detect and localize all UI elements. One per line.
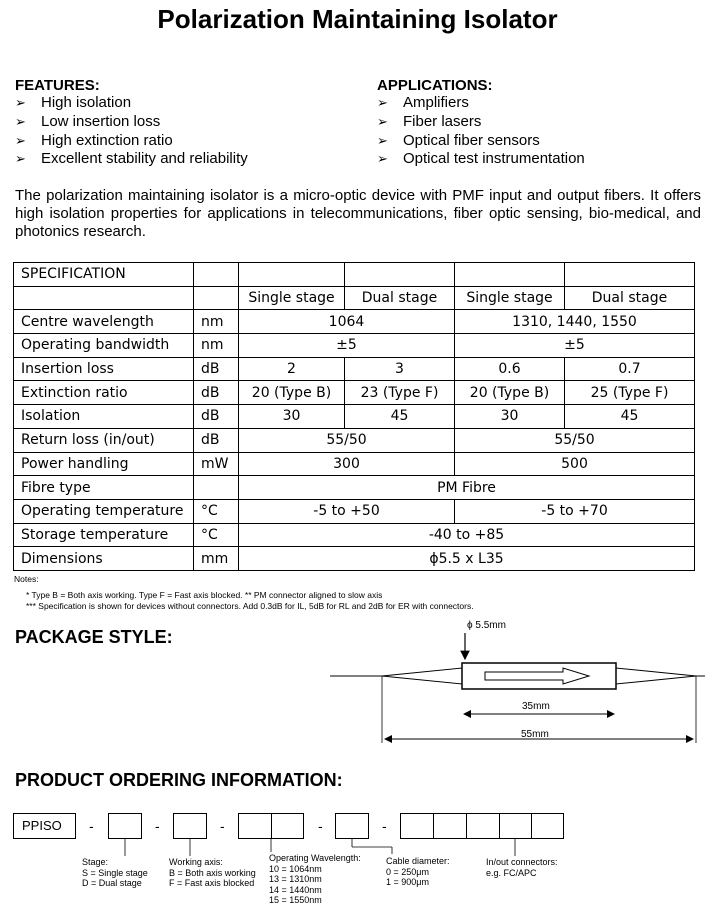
- ordering-heading: PRODUCT ORDERING INFORMATION:: [15, 770, 343, 790]
- table-row: [14, 428, 695, 452]
- value-cell: 45: [345, 405, 455, 429]
- param-cell: Return loss (in/out): [14, 428, 194, 452]
- spec-header-label: SPECIFICATION: [14, 263, 194, 287]
- connector-code-box[interactable]: [531, 813, 564, 839]
- table-row: [14, 357, 695, 381]
- param-cell: Operating bandwidth: [14, 334, 194, 358]
- intro-paragraph: The polarization maintaining isolator is a micro-optic device with PMF input and output fibers. It offers high isolation properties for applications in telecommunications, fiber optic sensing, bio-medical, and photonics research.: [15, 187, 701, 240]
- wavelength-code-box[interactable]: [238, 813, 272, 839]
- table-row: [14, 286, 695, 310]
- value-cell: PM Fibre: [239, 476, 695, 500]
- value-cell: 0.7: [565, 357, 695, 381]
- note-line: * Type B = Both axis working. Type F = Fast axis blocked. ** PM connector aligned to slow axis: [26, 590, 383, 600]
- part-prefix-box: PPISO: [13, 813, 76, 839]
- package-diagram: [325, 615, 710, 755]
- value-cell: -5 to +70: [455, 499, 695, 523]
- unit-cell: dB: [194, 381, 239, 405]
- left-boot: [382, 668, 462, 684]
- value-cell: 1064: [239, 310, 455, 334]
- stage-header: Single stage: [239, 286, 345, 310]
- separator: -: [382, 818, 387, 834]
- value-cell: 55/50: [455, 428, 695, 452]
- spec-table: [13, 262, 695, 571]
- wavelength-legend: Operating Wavelength: 10 = 1064nm 13 = 1310nm 14 = 1440nm 15 = 1550nm: [269, 853, 361, 905]
- bullet-arrow-icon: ➢: [15, 152, 26, 168]
- table-row: [14, 523, 695, 547]
- value-cell: -40 to +85: [239, 523, 695, 547]
- value-cell: 23 (Type F): [345, 381, 455, 405]
- unit-cell: mW: [194, 452, 239, 476]
- param-cell: Extinction ratio: [14, 381, 194, 405]
- value-cell: 30: [455, 405, 565, 429]
- feature-item: ➢ High isolation: [15, 94, 132, 111]
- application-item: ➢ Fiber lasers: [377, 112, 482, 130]
- bullet-arrow-icon: ➢: [377, 96, 388, 111]
- table-row: [14, 310, 695, 334]
- bullet-arrow-icon: ➢: [15, 96, 26, 111]
- separator: -: [89, 818, 94, 834]
- separator: -: [220, 818, 225, 834]
- body-length-label: 35mm: [522, 701, 550, 712]
- note-line: *** Specification is shown for devices without connectors. Add 0.3dB for IL, 5dB for RL and 2dB for ER with connectors.: [26, 601, 474, 611]
- features-list: [15, 94, 248, 169]
- connector-legend: In/out connectors: e.g. FC/APC: [486, 857, 558, 878]
- stage-header: Dual stage: [345, 286, 455, 310]
- package-style-heading: PACKAGE STYLE:: [15, 627, 173, 647]
- total-length-label: 55mm: [521, 729, 549, 740]
- value-cell: 25 (Type F): [565, 381, 695, 405]
- connector-code-box[interactable]: [466, 813, 500, 839]
- value-cell: -5 to +50: [239, 499, 455, 523]
- axis-code-box[interactable]: [173, 813, 207, 839]
- application-item: ➢ Optical fiber sensors: [377, 131, 540, 149]
- separator: -: [318, 818, 323, 834]
- value-cell: 300: [239, 452, 455, 476]
- table-row: [14, 476, 695, 500]
- feature-item: ➢ Low insertion loss: [15, 112, 161, 130]
- value-cell: 20 (Type B): [455, 381, 565, 405]
- table-row: [14, 263, 695, 287]
- stage-header: Dual stage: [565, 286, 695, 310]
- unit-cell: nm: [194, 310, 239, 334]
- feature-item: ➢ Excellent stability and reliability: [15, 150, 248, 168]
- application-item: ➢ Amplifiers: [377, 94, 469, 111]
- unit-cell: dB: [194, 357, 239, 381]
- value-cell: 45: [565, 405, 695, 429]
- value-cell: 500: [455, 452, 695, 476]
- table-row: [14, 547, 695, 571]
- unit-cell: °C: [194, 499, 239, 523]
- unit-cell: °C: [194, 523, 239, 547]
- param-cell: Power handling: [14, 452, 194, 476]
- param-cell: Fibre type: [14, 476, 194, 500]
- bullet-arrow-icon: ➢: [377, 114, 388, 130]
- table-row: [14, 499, 695, 523]
- features-heading: FEATURES:: [15, 77, 100, 94]
- value-cell: 2: [239, 357, 345, 381]
- param-cell: Isolation: [14, 405, 194, 429]
- unit-cell: dB: [194, 428, 239, 452]
- stage-legend: Stage: S = Single stage D = Dual stage: [82, 857, 148, 888]
- feature-item: ➢ High extinction ratio: [15, 131, 173, 149]
- bullet-arrow-icon: ➢: [377, 133, 388, 149]
- param-cell: Dimensions: [14, 547, 194, 571]
- param-cell: Centre wavelength: [14, 310, 194, 334]
- unit-cell: dB: [194, 405, 239, 429]
- connector-code-box[interactable]: [499, 813, 532, 839]
- application-item: ➢ Optical test instrumentation: [377, 150, 585, 168]
- value-cell: 1310, 1440, 1550: [455, 310, 695, 334]
- value-cell: ϕ5.5 x L35: [239, 547, 695, 571]
- stage-code-box[interactable]: [108, 813, 142, 839]
- value-cell: ±5: [239, 334, 455, 358]
- notes-label: Notes:: [14, 574, 39, 584]
- page-title: Polarization Maintaining Isolator: [157, 4, 558, 34]
- bullet-arrow-icon: ➢: [15, 133, 26, 149]
- connector-code-box[interactable]: [400, 813, 434, 839]
- applications-heading: APPLICATIONS:: [377, 77, 493, 94]
- param-cell: Operating temperature: [14, 499, 194, 523]
- stage-header: Single stage: [455, 286, 565, 310]
- cable-code-box[interactable]: [335, 813, 369, 839]
- cable-legend: Cable diameter: 0 = 250μm 1 = 900μm: [386, 856, 450, 887]
- diameter-label: ϕ 5.5mm: [467, 620, 506, 631]
- param-cell: Insertion loss: [14, 357, 194, 381]
- wavelength-code-box[interactable]: [271, 813, 304, 839]
- unit-cell: [194, 476, 239, 500]
- bullet-arrow-icon: ➢: [15, 114, 26, 130]
- table-row: [14, 405, 695, 429]
- right-boot: [616, 668, 696, 684]
- value-cell: 55/50: [239, 428, 455, 452]
- table-row: [14, 381, 695, 405]
- param-cell: Storage temperature: [14, 523, 194, 547]
- value-cell: 3: [345, 357, 455, 381]
- connector-code-box[interactable]: [433, 813, 467, 839]
- value-cell: 30: [239, 405, 345, 429]
- unit-cell: mm: [194, 547, 239, 571]
- separator: -: [155, 818, 160, 834]
- value-cell: 20 (Type B): [239, 381, 345, 405]
- bullet-arrow-icon: ➢: [377, 152, 388, 168]
- table-row: [14, 452, 695, 476]
- unit-cell: nm: [194, 334, 239, 358]
- applications-list: [377, 94, 585, 169]
- table-row: [14, 334, 695, 358]
- value-cell: ±5: [455, 334, 695, 358]
- value-cell: 0.6: [455, 357, 565, 381]
- axis-legend: Working axis: B = Both axis working F = Fast axis blocked: [169, 857, 256, 888]
